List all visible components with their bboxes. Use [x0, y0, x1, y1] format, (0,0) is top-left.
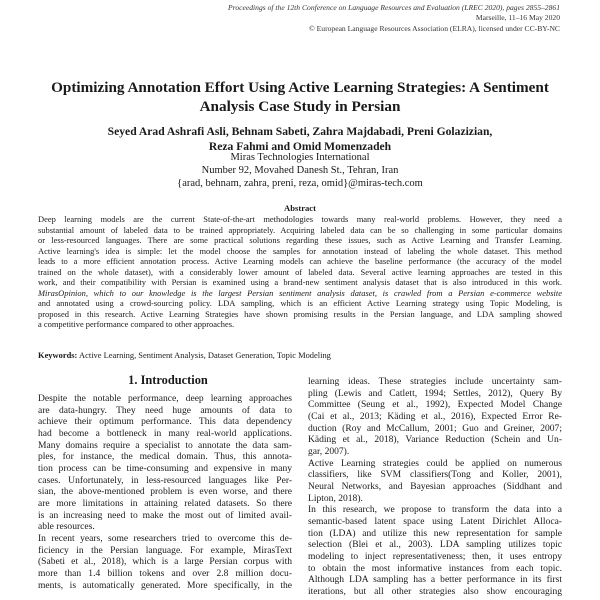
body-line: sian, the above-mentioned problem is even worse, and there — [38, 486, 292, 498]
right-column — [308, 376, 562, 597]
body-line: duction (Roy and McCallum, 2001; Guo and Greiner, 2007; — [308, 422, 562, 434]
abstract-line: and annotated using a crowd-sourcing policy. LDA sampling, which is an efficient Active Learning strategy using Topic Modeling, is — [38, 298, 562, 308]
body-line: is an increasing need to make the most out of limited avail- — [38, 509, 292, 521]
body-line: Käding et al., 2018), Variance Reduction (Schein and Un- — [308, 434, 562, 446]
body-line: selection (Blei et al., 2003). LDA sampling utilizes topic — [308, 539, 562, 551]
address: Number 92, Movahed Danesh St., Tehran, Iran — [201, 164, 399, 176]
author-list — [40, 125, 560, 154]
body-line: tion (LDA) and utilize this new representation for sample — [308, 527, 562, 539]
body-line: (Cai et al., 2013; Käding et al., 2016), Expected Error Re- — [308, 410, 562, 422]
section-heading-introduction: 1. Introduction — [128, 373, 208, 387]
body-line: cases. Unfortunately, in less-resourced languages like Per- — [38, 474, 292, 486]
keywords-text: Active Learning, Sentiment Analysis, Dataset Generation, Topic Modeling — [79, 350, 331, 360]
affiliation: Miras Technologies International — [230, 152, 370, 163]
body-line: ples, for instance, the medical domain. Thus, this annota- — [38, 451, 292, 463]
paper-title-line: Optimizing Annotation Effort Using Active Learning Strategies: A Sentiment — [51, 79, 549, 96]
body-line: Active Learning strategies could be applied on numerous — [308, 457, 562, 469]
body-line: gar, 2007). — [308, 445, 350, 457]
abstract-line: Active learning's idea is simple: let the model choose the samples for annotation instead of labeling the whole dataset. This method — [38, 245, 562, 256]
abstract-line: trained on the whole dataset), with a considerably lower amount of labeled data. Several active learning approaches are tested in this — [38, 266, 562, 277]
abstract-line: MirasOpinion, which to our knowledge is the largest Persian sentiment analysis dataset, is crawled from a Persian e-commerce website — [38, 287, 562, 298]
author-emails: {arad, behnam, zahra, preni, reza, omid}@miras-tech.com — [177, 177, 423, 189]
abstract-line: proposed in this research. Active Learning Strategies have shown promising results in the Persian language, and LDA sampling showed — [38, 308, 562, 319]
body-line: Committee (Seung et al., 1992), Expected Model Change — [308, 399, 562, 411]
body-line: Although LDA sampling has a better performance in its first — [308, 574, 562, 586]
paper-title-line: Analysis Case Study in Persian — [199, 98, 401, 115]
body-line: classifiers, like SVM classifiers(Tong and Koller, 2001), — [308, 469, 562, 481]
body-line: pling (Lewis and Catlett, 1994; Settles, 2012), Query By — [308, 387, 562, 399]
abstract-line: or less-resourced languages. There are some practical solutions regarding these issues, such as Active Learning and Transfer Learning. — [38, 235, 562, 245]
body-line: Lipton, 2018). — [308, 492, 363, 504]
body-line: are more limitations in attaining related datasets. So there — [38, 497, 292, 509]
body-line: to obtain the most informative instances from each topic. — [308, 562, 562, 574]
body-line: ficiency in the Persian language. For example, MirasText — [38, 544, 292, 556]
body-line: able resources. — [38, 521, 95, 533]
body-line: In this research, we propose to transform the data into a — [308, 504, 562, 516]
keywords-label: Keywords: — [38, 350, 78, 360]
body-line: Despite the notable performance, deep learning approaches — [38, 393, 292, 404]
copyright-notice: © European Language Resources Association (ELRA), licensed under CC-BY-NC — [308, 23, 560, 33]
body-line: Many domains require a specialist to annotate the data sam- — [38, 439, 292, 451]
body-line: iterations, but all other strategies also show encouraging — [308, 585, 562, 597]
body-line: (Sabeti et al., 2018), which is a large Persian corpus with — [38, 556, 292, 568]
body-line: are data-hungry. They need huge amounts of data to — [38, 404, 292, 416]
body-line: semantic-based latent space using Latent Dirichlet Alloca- — [308, 515, 562, 527]
authors-line: Seyed Arad Ashrafi Asli, Behnam Sabeti, Zahra Majdabadi, Preni Golazizian, — [107, 125, 493, 138]
abstract-line: Deep learning models are the current State-of-the-art methodologies towards many real-world problems. However, they need a — [38, 214, 562, 224]
body-line: had become a bottleneck in many real-world applications. — [38, 427, 292, 439]
body-line: In recent years, some researchers tried to overcome this de- — [38, 532, 292, 544]
proceedings-header — [228, 3, 560, 34]
body-line: more than 1.4 billion tokens and over 2.8 million docu- — [38, 567, 292, 579]
keywords — [38, 350, 562, 361]
abstract-line: a competitive performance compared to other approaches. — [38, 319, 235, 329]
body-line: achieve their optimum performance. This data dependency — [38, 416, 292, 428]
paper-title — [40, 78, 560, 116]
body-line: Neural Networks, and Bayesian approaches (Siddhant and — [308, 480, 562, 492]
abstract-body — [38, 214, 562, 330]
authors-line: Reza Fahmi and Omid Momenzadeh — [208, 139, 392, 153]
location-date: Marseille, 11–16 May 2020 — [475, 13, 560, 23]
abstract-line: leads to a more efficient annotation process. Active Learning models can achieve the baseline performance (the accuracy of the model — [38, 256, 562, 266]
proceedings-line: Proceedings of the 12th Conference on Language Resources and Evaluation (LREC 2020), pages 2855–2861 — [228, 3, 560, 12]
abstract-line: work, and their compatibility with Persian is examined using a brand-new sentiment analysis dataset that is also introduced in this work. — [38, 277, 562, 287]
body-line: learning ideas. These strategies include uncertainty sam- — [308, 376, 562, 387]
body-line: modeling to inject representativeness; then, it uses entropy — [308, 550, 562, 562]
left-column — [38, 393, 292, 591]
abstract-heading: Abstract — [284, 203, 316, 213]
body-line: tion process can be time-consuming and expensive in many — [38, 462, 292, 474]
body-line: ments, is automatically generated. More specifically, in the — [38, 579, 292, 591]
affiliation-block — [40, 152, 560, 190]
abstract-line: substantial amount of labeled data to be trained appropriately. Acquiring labeled data can be so challenging in some particular domains — [38, 224, 562, 235]
